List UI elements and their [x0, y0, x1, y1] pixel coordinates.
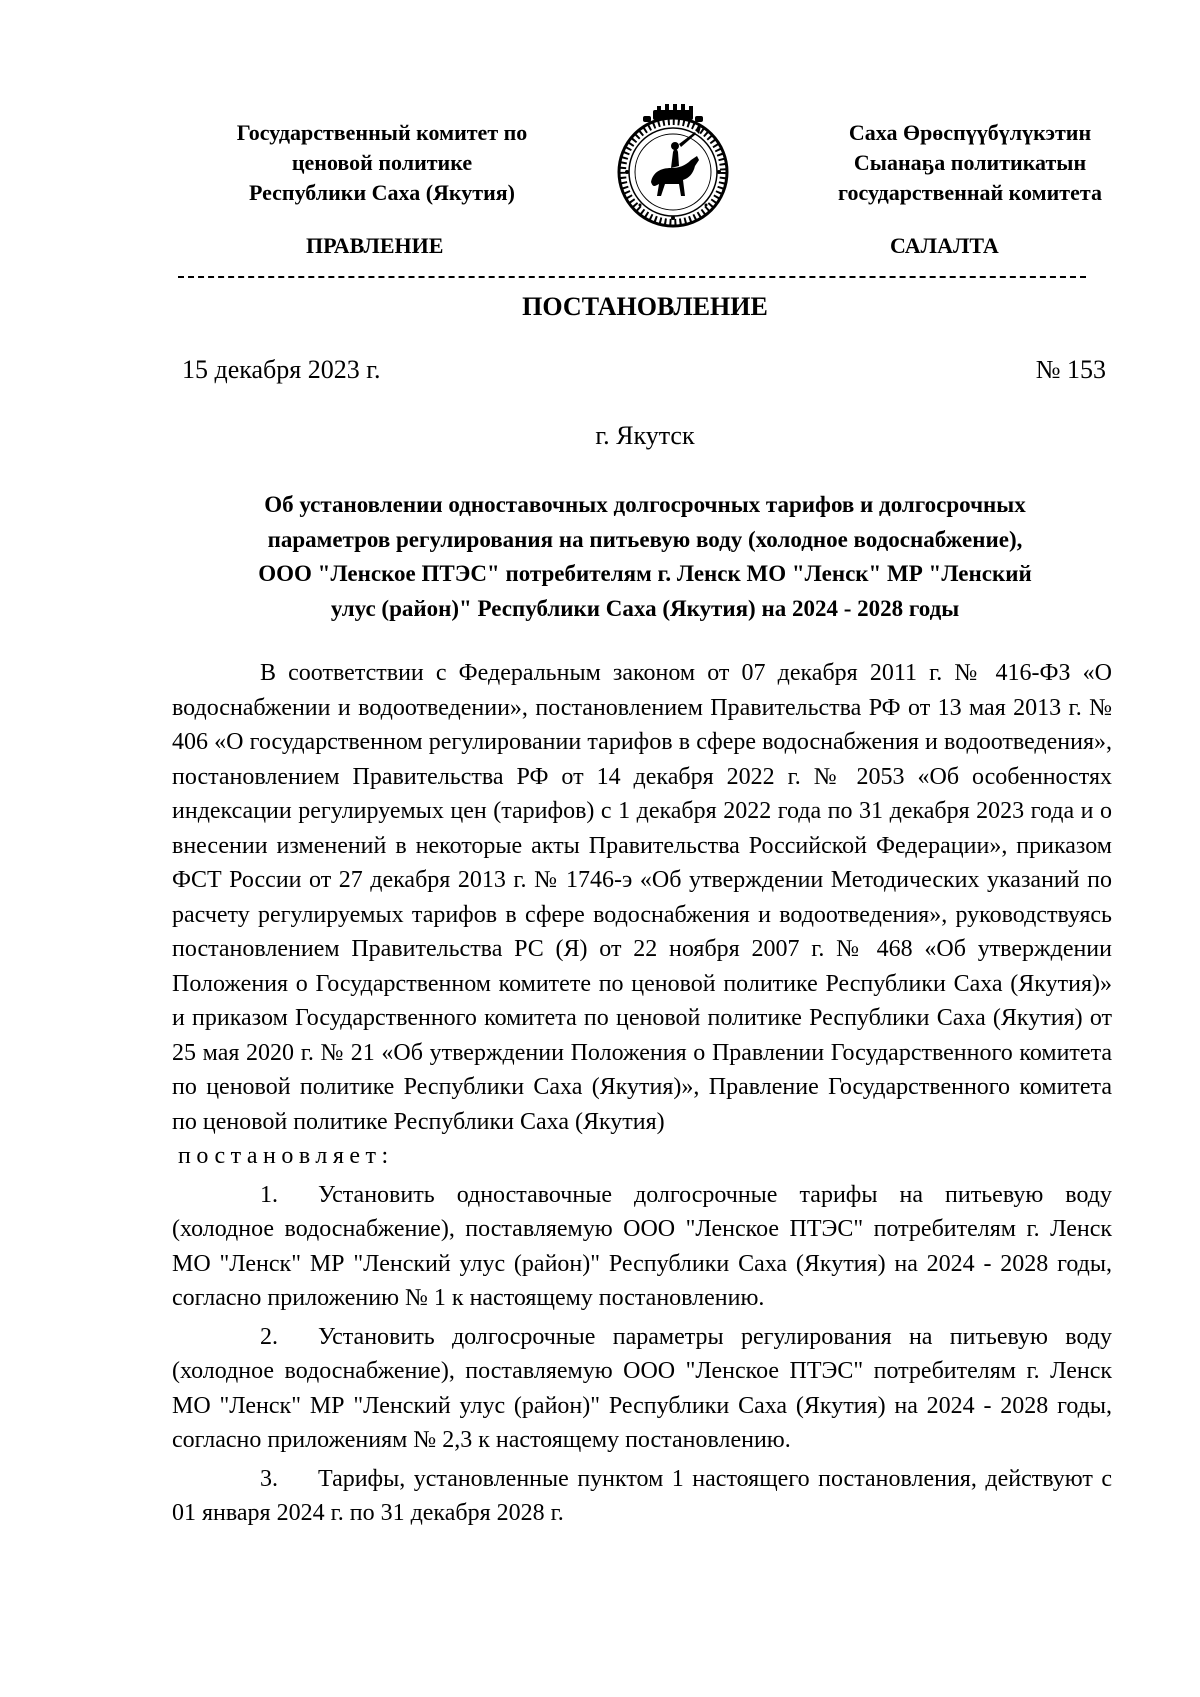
coat-of-arms-emblem	[613, 104, 733, 230]
document-city: г. Якутск	[595, 421, 695, 450]
resolution-item	[172, 1320, 1112, 1458]
item-text: Установить одноставочные долгосрочные тарифы на питьевую воду (холодное водоснабжение), поставляемую ООО "Ленское ПТЭС" потребителям г. Ленск МО "Ленск" МР "Ленский улус (район)" Республики Саха (Якутия) на 2024 - 2028 годы, согласно приложению № 1 к настоящему постановлению.	[172, 1181, 1112, 1311]
header-divider	[178, 276, 1086, 278]
document-type: ПОСТАНОВЛЕНИЕ	[522, 292, 768, 321]
board-label-ru: ПРАВЛЕНИЕ	[306, 233, 444, 258]
document-date: 15 декабря 2023 г.	[182, 355, 381, 384]
document-body	[172, 656, 1112, 1531]
preamble-paragraph: В соответствии с Федеральным законом от 07 декабря 2011 г. № 416-ФЗ «О водоснабжении и водоотведении», постановлением Правительства РФ от 13 мая 2013 г. № 406 «О государственном регулировании тарифов в сфере водоснабжения и водоотведения», постановлением Правительства РФ от 14 декабря 2022 г. № 2053 «Об особенностях индексации регулируемых цен (тарифов) с 1 декабря 2022 года по 31 декабря 2023 года и о внесении изменений в некоторые акты Правительства Российской Федерации», приказом ФСТ России от 27 декабря 2013 г. № 1746-э «Об утверждении Методических указаний по расчету регулируемых тарифов в сфере водоснабжения и водоотведения», руководствуясь постановлением Правительства РС (Я) от 22 ноября 2007 г. № 468 «Об утверждении Положения о Государственном комитете по ценовой политике Республики Саха (Якутия)» и приказом Государственного комитета по ценовой политике Республики Саха (Якутия) от 25 мая 2020 г. № 21 «Об утверждении Положения о Правлении Государственного комитета по ценовой политике Республики Саха (Якутия)», Правление Государственного комитета по ценовой политике Республики Саха (Якутия)	[172, 660, 1112, 1135]
item-text: Установить долгосрочные параметры регулирования на питьевую воду (холодное водоснабжение), поставляемую ООО "Ленское ПТЭС" потребителям г. Ленск МО "Ленск" МР "Ленский улус (район)" Республики Саха (Якутия) на 2024 - 2028 годы, согласно приложениям № 2,3 к настоящему постановлению.	[172, 1323, 1112, 1453]
title-line: улус (район)" Республики Саха (Якутия) на 2024 - 2028 годы	[330, 595, 960, 621]
item-number: 2.	[260, 1323, 278, 1350]
title-line: ООО "Ленское ПТЭС" потребителям г. Ленск МО "Ленск" МР "Ленский	[258, 561, 1032, 586]
item-number: 3.	[260, 1465, 278, 1492]
resolution-item	[172, 1462, 1112, 1531]
resolves-word: постановляет:	[178, 1143, 394, 1169]
header-left-line: Государственный комитет по	[236, 120, 528, 145]
header-right-line: Саха Өрөспүүбүлүкэтин	[848, 120, 1092, 145]
resolution-item	[172, 1178, 1112, 1316]
document-title	[170, 488, 1120, 626]
header-left-line: ценовой политике	[291, 150, 473, 175]
title-line: Об установлении одноставочных долгосрочных тарифов и долгосрочных	[264, 492, 1026, 517]
header-right-sah	[780, 118, 1160, 208]
board-label-sah: САЛАЛТА	[890, 233, 999, 258]
title-line: параметров регулирования на питьевую воду (холодное водоснабжение),	[267, 526, 1023, 552]
header-left-ru	[192, 118, 572, 208]
item-number: 1.	[260, 1181, 278, 1208]
header-right-line: Сыанаҕа политикатын	[853, 150, 1087, 175]
item-text: Тарифы, установленные пунктом 1 настоящего постановления, действуют с 01 января 2024 г. по 31 декабря 2028 г.	[172, 1465, 1112, 1526]
header-left-line: Республики Саха (Якутия)	[248, 180, 516, 205]
document-number: № 153	[1035, 355, 1106, 384]
header-right-line: государственнай комитета	[838, 180, 1102, 205]
